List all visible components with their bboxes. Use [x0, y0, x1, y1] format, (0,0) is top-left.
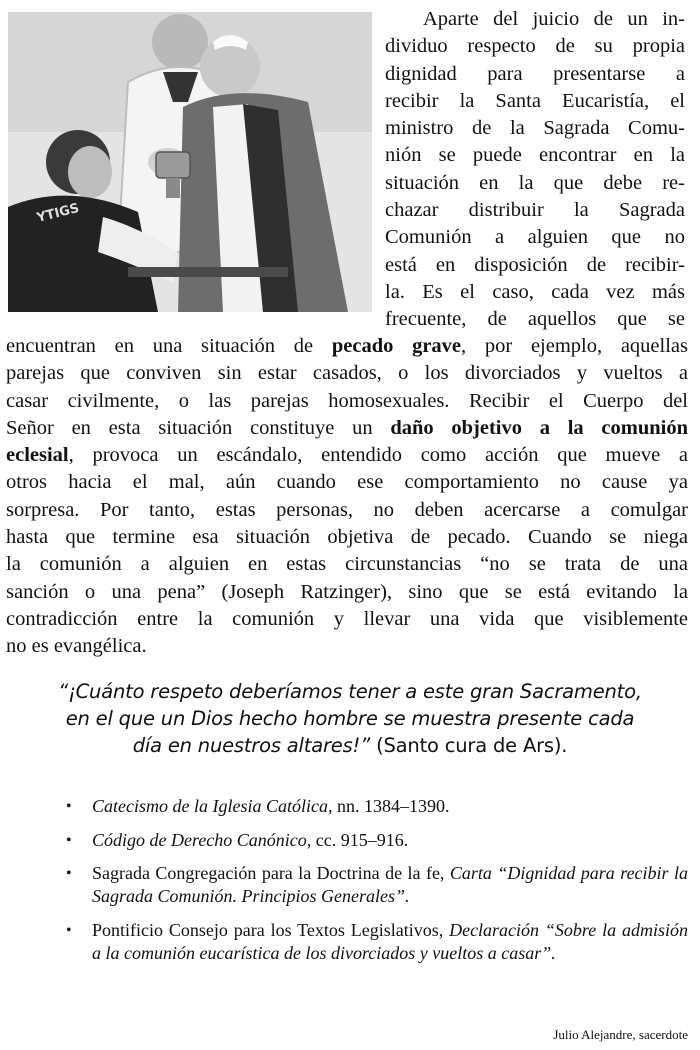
article-line: sanción o una pena” (Joseph Ratzinger), sino que se está evitando la [6, 580, 688, 603]
reference-item [60, 795, 688, 818]
article-line: no es evangélica. [6, 635, 147, 658]
article-line: otros hacia el mal, aún cuando ese comportamiento no cause ya [6, 471, 688, 494]
quote-attribution: (Santo cura de Ars). [370, 734, 568, 757]
author-signature: Julio Alejandre, sacerdote [553, 1027, 688, 1042]
article-line: la. Es el caso, cada vez más [385, 280, 685, 303]
reference-item [60, 862, 688, 908]
emphasis-eclesial: eclesial [6, 444, 69, 467]
emphasis-pecado-grave: pecado grave [331, 335, 462, 357]
article-line: situación en la que debe re- [385, 171, 685, 194]
bullet-icon: • [66, 831, 72, 849]
article-line: Comunión a alguien que no [385, 226, 685, 249]
article-line: frecuente, de aquellos que se [385, 308, 685, 331]
article-line: parejas que conviven sin estar casados, o los divorciados y vueltos a [6, 362, 688, 385]
article-line: Aparte del juicio de un in- [423, 8, 685, 30]
quote-block [10, 678, 690, 759]
article-line: sorpresa. Por tanto, estas personas, no deben acercarse a comulgar [6, 498, 688, 521]
reference-title: Código de Derecho Canónico, [92, 829, 312, 850]
article-line: dividuo respecto de su propia [385, 35, 685, 58]
article-text: encuentran en una situación de [6, 335, 332, 357]
reference-author: Pontificio Consejo para los Textos Legislativos, [92, 919, 450, 940]
quote-line: en el que un Dios hecho hombre se muestra presente cada [65, 707, 635, 730]
reference-title: Catecismo de la Iglesia Católica [92, 796, 328, 816]
article-line: casar civilmente, o las parejas homosexuales. Recibir el Cuerpo del [6, 389, 688, 412]
article-line: está en disposición de recibir- [385, 253, 685, 276]
reference-author: Sagrada Congregación para la Doctrina de la fe, [92, 863, 450, 883]
bullet-icon: • [66, 798, 72, 815]
emphasis-dano-objetivo: daño objetivo a la comunión [390, 416, 688, 439]
article-line: recibir la Santa Eucaristía, el [385, 89, 685, 112]
article-line: hasta que termine esa situación objetiva de pecado. Cuando se niega [6, 526, 688, 549]
jacket-lettering: YTIGS [35, 200, 81, 226]
article-line [6, 442, 688, 469]
article-line: nión se puede encontrar en la [385, 144, 685, 167]
reference-title: Declaración “Sobre la admisión a la comunión eucarística de los divorciados y vueltos a casar”. [92, 919, 688, 963]
bullet-icon: • [66, 921, 72, 939]
reference-item [60, 919, 688, 965]
article-line: contradicción entre la comunión y llevar una vida que visiblemente [6, 607, 688, 630]
reference-item [60, 829, 688, 852]
quote-line: “¡Cuánto respeto deberíamos tener a este gran Sacramento, [58, 680, 642, 703]
article-line [6, 415, 688, 442]
article-text: , por ejemplo, aquellas [461, 335, 689, 357]
communion-photo-illustration [8, 12, 372, 312]
article-text: Señor en esta situación constituye un [6, 416, 391, 439]
article-line: chazar distribuir la Sagrada [385, 199, 685, 222]
article-right-column [385, 6, 685, 334]
article-full-width [6, 333, 688, 661]
reference-title: Carta “Dignidad para recibir la Sagrada Comunión. Principios Generales”. [92, 863, 688, 906]
references-list [60, 795, 688, 975]
reference-detail: , nn. 1384–1390. [327, 796, 450, 816]
bullet-icon: • [66, 865, 72, 882]
article-line: dignidad para presentarse a [385, 62, 685, 85]
communion-photo [8, 12, 372, 312]
article-text: , provoca un escándalo, entendido como acción que mueve a [68, 444, 688, 467]
quote-text: día en nuestros altares!” [132, 734, 371, 757]
article-line [6, 333, 688, 360]
article-line: ministro de la Sagrada Comu- [385, 117, 685, 140]
quote-line [10, 732, 690, 759]
article-line: la comunión a alguien en estas circunstancias “no se trata de una [6, 553, 688, 576]
reference-detail: cc. 915–916. [311, 829, 409, 850]
